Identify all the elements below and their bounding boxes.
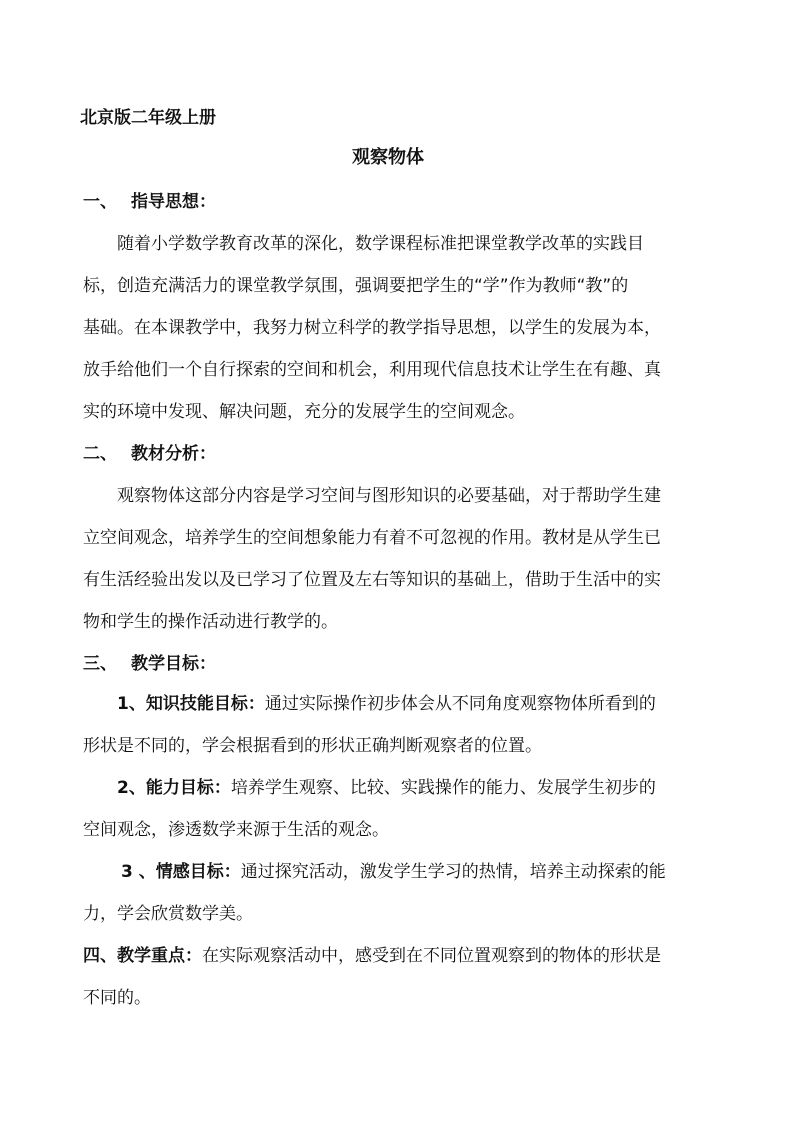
paragraph-line: 标，创造充满活力的课堂教学氛围，强调要把学生的“学”作为教师“教”的	[83, 276, 629, 296]
key-point-line	[83, 944, 661, 968]
paragraph-line: 观察物体这部分内容是学习空间与图形知识的必要基础，对于帮助学生建	[117, 486, 661, 506]
paragraph-line: 基础。在本课教学中，我努力树立科学的教学指导思想，以学生的发展为本，	[83, 318, 661, 338]
section-3-number: 三、	[83, 654, 117, 674]
key-point-text: 在实际观察活动中，感受到在不同位置观察到的物体的形状是	[202, 946, 661, 966]
paragraph-line: 立空间观念，培养学生的空间想象能力有着不可忽视的作用。教材是从学生已	[83, 528, 661, 548]
section-2-heading	[83, 442, 216, 466]
goal-3-text: 通过探究活动，激发学生学习的热情，培养主动探索的能	[240, 862, 666, 882]
goal-1-text: 通过实际操作初步体会从不同角度观察物体所看到的	[264, 694, 656, 714]
goal-3-line	[121, 860, 666, 884]
goal-2-label: 2、能力目标：	[117, 778, 231, 798]
goal-2-text: 培养学生观察、比较、实践操作的能力、发展学生初步的	[230, 778, 656, 798]
paragraph-line: 实的环境中发现、解决问题，充分的发展学生的空间观念。	[83, 402, 525, 422]
goal-3-label: 3 、情感目标：	[121, 862, 241, 882]
goal-2-line	[117, 776, 656, 800]
key-point-label: 四、教学重点：	[83, 946, 202, 966]
goal-1-line	[117, 692, 656, 716]
section-1-title: 指导思想：	[131, 192, 216, 212]
section-2-title: 教材分析：	[131, 444, 216, 464]
doc-header: 北京版二年级上册	[80, 108, 216, 128]
doc-title: 观察物体	[352, 147, 424, 168]
paragraph-line: 放手给他们一个自行探索的空间和机会，利用现代信息技术让学生在有趣、真	[83, 360, 661, 380]
section-1-number: 一、	[83, 192, 117, 212]
paragraph-line: 物和学生的操作活动进行教学的。	[83, 612, 338, 632]
section-3-title: 教学目标：	[131, 654, 216, 674]
paragraph-line: 有生活经验出发以及已学习了位置及左右等知识的基础上，借助于生活中的实	[83, 570, 661, 590]
section-3-heading	[83, 652, 216, 676]
goal-1-continuation: 形状是不同的，学会根据看到的形状正确判断观察者的位置。	[83, 736, 542, 756]
key-point-continuation: 不同的。	[83, 988, 151, 1008]
section-2-number: 二、	[83, 444, 117, 464]
goal-3-continuation: 力，学会欣赏数学美。	[83, 904, 253, 924]
section-1-heading	[83, 190, 216, 214]
goal-1-label: 1、知识技能目标：	[117, 694, 265, 714]
goal-2-continuation: 空间观念，渗透数学来源于生活的观念。	[83, 820, 389, 840]
paragraph-line: 随着小学数学教育改革的深化，数学课程标准把课堂教学改革的实践目	[117, 234, 644, 254]
